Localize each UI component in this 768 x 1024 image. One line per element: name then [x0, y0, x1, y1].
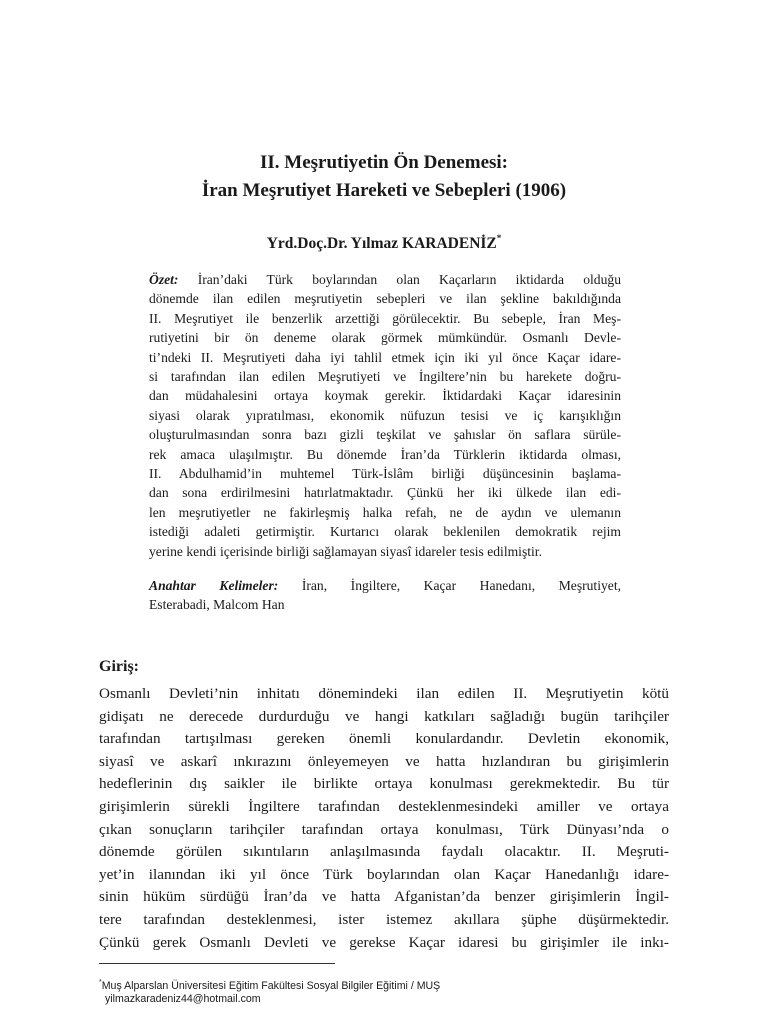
abstract-line: II. Meşrutiyet ile benzerlik arzettiği görülecektir. Bu sebeple, İran Meş-: [149, 310, 621, 326]
footnote-mark: *: [99, 979, 102, 986]
abstract-line: rek amaca ulaşılmıştır. Bu dönemde İran’da Türklerin iktidarda olması,: [149, 446, 621, 462]
abstract-line: oluşturulmasından sonra bazı gizli teşkilat ve şahıslar ön saflara sürüle-: [149, 427, 621, 443]
abstract-line: ti’ndeki II. Meşrutiyeti daha iyi tahlil etmek için iki yıl önce Kaçar idare-: [149, 349, 621, 365]
footnote-divider: [99, 963, 335, 964]
body-line: tarafından tartışılması gereken önemli konulardandır. Devletin ekonomik,: [99, 730, 669, 748]
section-heading: Giriş:: [99, 658, 139, 675]
footnote-email[interactable]: yilmazkaradeniz44@hotmail.com: [105, 993, 261, 1005]
abstract-line: dan müdahalesini ortaya koymak gerekir. İktidardaki Kaçar idaresinin: [149, 388, 621, 404]
body-line: tere tarafından desteklenmesi, ister istemez akıllara şüphe düşürmektedir.: [99, 910, 669, 928]
keywords-line: Esterabadi, Malcom Han: [149, 597, 285, 613]
title-line-2: İran Meşrutiyet Hareketi ve Sebepleri (1906): [201, 180, 567, 201]
author-footnote-mark[interactable]: *: [496, 233, 502, 243]
keywords-line: Anahtar Kelimeler: İran, İngiltere, Kaçar Hanedanı, Meşrutiyet,: [149, 578, 621, 593]
body-line: çıkan sonuçların tarihçiler tarafından ortaya konulması, Türk Dünyası’nda o: [99, 820, 669, 838]
body-line: hedeflerinin dış saikler ile birlikte ortaya konulması gerekmektedir. Bu tür: [99, 775, 669, 793]
footnote-affiliation: *Muş Alparslan Üniversitesi Eğitim Fakültesi Sosyal Bilgiler Eğitimi / MUŞ: [99, 979, 441, 992]
keywords-label: Anahtar Kelimeler:: [149, 578, 279, 593]
abstract-line: rutiyetini bir ön deneme olarak görmek mümkündür. Osmanlı Devle-: [149, 330, 621, 346]
abstract-line: dan sona erdirilmesini hatırlatmaktadır. Çünkü her iki ülkede ilan edi-: [149, 485, 621, 501]
abstract-line: dönemde ilan edilen meşrutiyetin sebepleri ve ilan şekline bakıldığında: [149, 291, 621, 307]
body-line: dönemde görülen sıkıntıların anlaşılmasında faydalı olacaktır. II. Meşruti-: [99, 843, 669, 861]
body-text: [99, 683, 669, 954]
abstract-label: Özet:: [149, 272, 179, 287]
body-line: Osmanlı Devleti’nin inhitatı dönemindeki ilan edilen II. Meşrutiyetin kötü: [99, 685, 669, 702]
keywords-block: [149, 576, 621, 615]
abstract-line: Özet: İran’daki Türk boylarından olan Kaçarların iktidarda olduğu: [149, 272, 621, 287]
body-line: Çünkü gerek Osmanlı Devleti ve gerekse Kaçar idaresi bu girişimler ile inkı-: [99, 933, 669, 951]
abstract-line: II. Abdulhamid’in muhtemel Türk-İslâm birliği düşüncesinin başlama-: [149, 466, 621, 482]
body-line: gidişatı ne derecede durdurduğu ve hangi katkıları sağladığı bugün tarihçiler: [99, 707, 669, 725]
abstract-line: si tarafından ilan edilen Meşrutiyeti ve İngiltere’nin bu harekete doğru-: [149, 369, 621, 385]
abstract-line: len meşrutiyetler ne fakirleşmiş halka refah, ne de aydın ve ulemanın: [149, 504, 621, 520]
body-line: girişimlerin sürekli İngiltere tarafından desteklenmesindeki amiller ve ortaya: [99, 797, 669, 815]
body-line: sinin hüküm sürdüğü İran’da ve hatta Afganistan’da benzer girişimlerin İngil-: [99, 888, 669, 906]
author-line: [0, 226, 768, 256]
body-line: siyasî ve askarî ınkırazını önleyemeyen ve hatta hızlandıran bu girişimlerin: [99, 752, 669, 770]
abstract-block: [149, 270, 621, 561]
abstract-line: yerine kendi içerisinde birliği sağlamayan siyasî idareler tesis edilmiştir.: [149, 543, 542, 559]
abstract-line: siyasi olarak yıpratılması, ekonomik nüfuzun tesisi ve iç karışıklığın: [149, 407, 621, 423]
author-name: Yrd.Doç.Dr. Yılmaz KARADENİZ: [266, 235, 497, 252]
abstract-line: istediği adaleti getirmiştir. Kurtarıcı olarak beklenilen demokratik rejim: [149, 524, 621, 540]
body-line: yet’in ilanından iki yıl önce Türk boylarından olan Kaçar Hanedanlığı idare-: [99, 865, 669, 883]
title-line-1: II. Meşrutiyetin Ön Denemesi:: [259, 152, 509, 173]
